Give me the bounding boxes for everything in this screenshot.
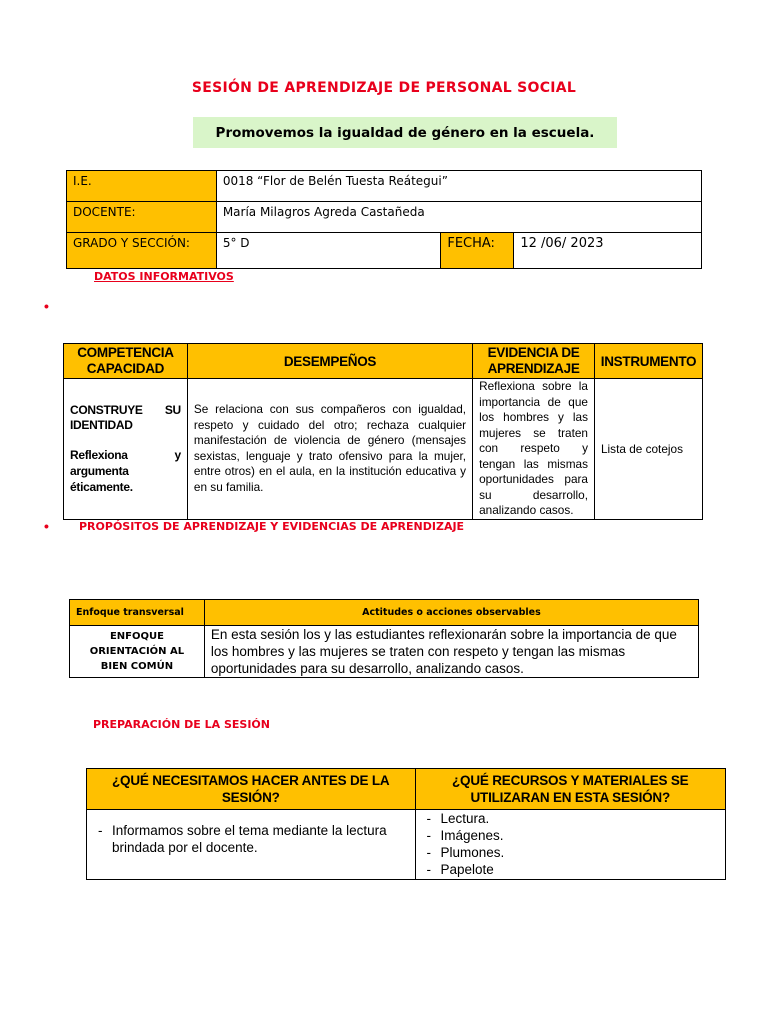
competencias-header-row [64, 344, 703, 379]
enfoque-header-row [70, 600, 699, 626]
enfoque-header: Enfoque transversal [70, 600, 205, 626]
fecha-label: FECHA: [441, 233, 514, 269]
enfoque-table [69, 599, 699, 678]
preparacion-table [86, 768, 726, 880]
recursos-cell [415, 810, 726, 880]
enfoque-body-row [70, 626, 699, 678]
preparacion-header-row [87, 769, 726, 810]
recursos-list [417, 810, 725, 878]
competencia-header-line1: COMPETENCIA [77, 345, 174, 360]
list-item: - Informamos sobre el tema mediante la lectura brindada por el docente. [88, 822, 394, 856]
actitudes-header: Actitudes o acciones observables [204, 600, 698, 626]
instrumento-cell: Lista de cotejos [595, 379, 703, 520]
enfoque-name: ENFOQUE ORIENTACIÓN AL BIEN COMÚN [70, 626, 205, 678]
fecha-value: 12 /06/ 2023 [514, 233, 702, 269]
datos-informativos-label: DATOS INFORMATIVOS [94, 270, 234, 283]
desempenos-header: DESEMPEÑOS [187, 344, 472, 379]
antes-cell [87, 810, 416, 880]
ie-label: I.E. [67, 171, 217, 202]
subtitle-text: Promovemos la igualdad de género en la escuela. [215, 124, 595, 141]
competencias-table [63, 343, 703, 520]
document-title: SESIÓN DE APRENDIZAJE DE PERSONAL SOCIAL [191, 80, 577, 96]
preparacion-label: PREPARACIÓN DE LA SESIÓN [93, 718, 270, 731]
list-item: - Papelote [417, 861, 725, 878]
antes-header: ¿QUÉ NECESITAMOS HACER ANTES DE LA SESIÓN? [87, 769, 416, 810]
recursos-header: ¿QUÉ RECURSOS Y MATERIALES SE UTILIZARAN EN ESTA SESIÓN? [415, 769, 726, 810]
competencia-text: CONSTRUYE SU IDENTIDAD [70, 402, 181, 432]
ie-value: 0018 “Flor de Belén Tuesta Reátegui” [216, 171, 701, 202]
bullet-icon: • [44, 298, 49, 314]
instrumento-header: INSTRUMENTO [595, 344, 703, 379]
list-item: - Lectura. [417, 810, 725, 827]
info-row-ie [67, 171, 702, 202]
evidencia-header: EVIDENCIA DE APRENDIZAJE [473, 344, 595, 379]
info-row-grado [67, 233, 702, 269]
info-table [66, 170, 702, 269]
capacidad-text: Reflexiona y argumenta éticamente. [70, 447, 181, 494]
list-item: - Plumones. [417, 844, 725, 861]
competencia-header-line2: CAPACIDAD [86, 361, 165, 376]
grado-label: GRADO Y SECCIÓN: [67, 233, 217, 269]
bullet-icon: • [44, 518, 49, 534]
desempeno-cell: Se relaciona con sus compañeros con igualdad, respeto y cuidado del otro; rechaza cualquier manifestación de violencia de género (mensajes sexistas, lenguaje y trato ofensivo para la mujer, entre otros) en el aula, en la institución educativa y en su familia. [187, 379, 472, 520]
list-item: - Imágenes. [417, 827, 725, 844]
docente-label: DOCENTE: [67, 202, 217, 233]
propositos-label: PROPÓSITOS DE APRENDIZAJE Y EVIDENCIAS DE APRENDIZAJE [79, 520, 465, 533]
grado-value: 5° D [216, 233, 441, 269]
session-subtitle [193, 117, 617, 148]
competencias-body-row [64, 379, 703, 520]
docente-value: María Milagros Agreda Castañeda [216, 202, 701, 233]
antes-list [88, 822, 414, 856]
evidencia-cell: Reflexiona sobre la importancia de que los hombres y las mujeres se traten con respeto y tengan las mismas oportunidades para su desarrollo, analizando casos. [473, 379, 595, 520]
competencia-header [64, 344, 188, 379]
preparacion-body-row [87, 810, 726, 880]
info-row-docente [67, 202, 702, 233]
enfoque-description: En esta sesión los y las estudiantes reflexionarán sobre la importancia de que los hombres y las mujeres se traten con respeto y tengan las mismas oportunidades para su desarrollo, analizando casos. [204, 626, 698, 678]
competencia-cell [64, 379, 188, 520]
